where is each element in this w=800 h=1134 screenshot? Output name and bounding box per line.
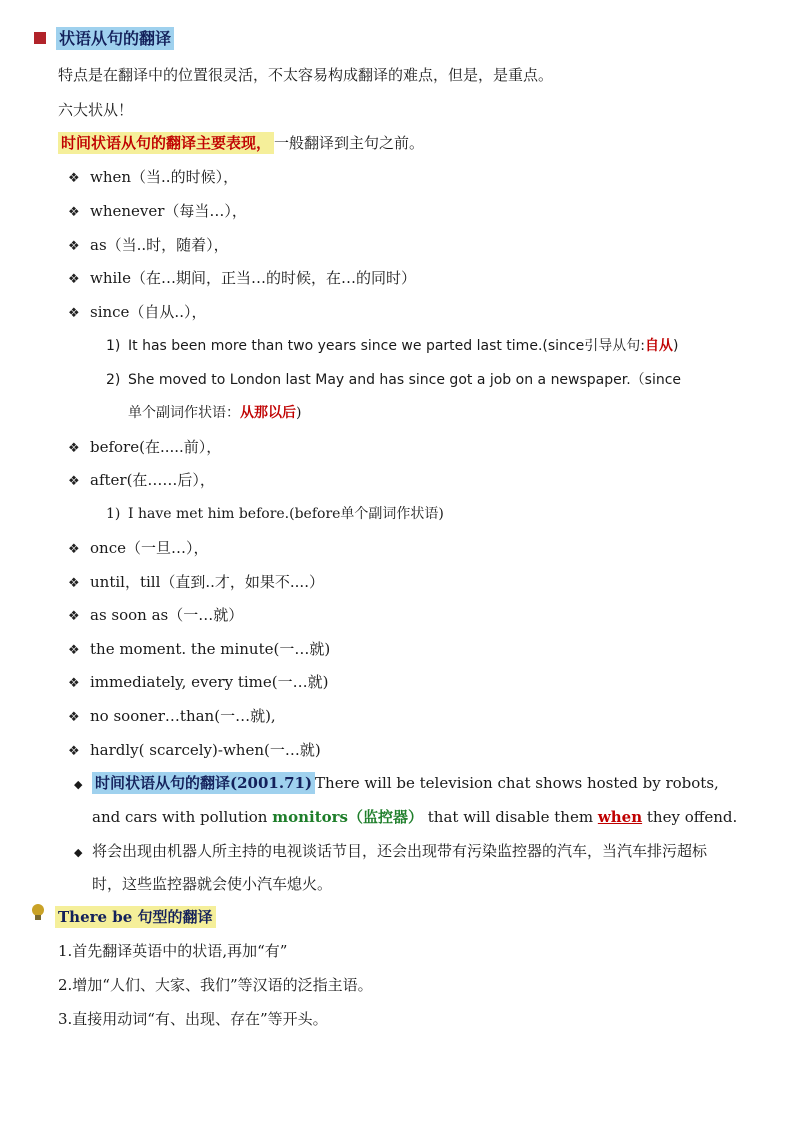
there-be-item: 2.增加“人们、大家、我们”等汉语的泛指主语。 — [58, 976, 373, 994]
there-be-item: 1.首先翻译英语中的状语,再加“有” — [58, 942, 288, 960]
diamond-bullet-icon: ❖ — [68, 441, 80, 456]
list-item: ❖ until，till（直到..才，如果不....） — [68, 570, 324, 596]
diamond-bullet-icon: ❖ — [68, 744, 80, 759]
translation-line-1: ◆ 将会出现由机器人所主持的电视谈话节目，还会出现带有污染监控器的汽车，当汽车排污超标 — [74, 839, 707, 865]
list-item: ❖ no sooner…than(一…就), — [68, 704, 276, 730]
heading-there-be: There be 句型的翻译 — [55, 905, 216, 929]
diamond-bullet-icon: ❖ — [68, 576, 80, 591]
list-item: ❖ as（当..时，随着）， — [68, 233, 229, 259]
dot-bullet-icon: ◆ — [74, 846, 83, 859]
list-item: ❖ immediately, every time(一…就) — [68, 670, 328, 696]
diamond-bullet-icon: ❖ — [68, 272, 80, 287]
time-clause-line — [58, 131, 424, 155]
dot-bullet-icon: ◆ — [74, 778, 83, 791]
list-item: ❖ before(在.....前）， — [68, 435, 221, 461]
diamond-bullet-icon: ❖ — [68, 710, 80, 725]
list-item: ❖ while（在…期间，正当…的时候，在…的同时） — [68, 266, 416, 292]
six-types-text: 六大状从！ — [58, 101, 134, 119]
diamond-bullet-icon: ❖ — [68, 643, 80, 658]
diamond-bullet-icon: ❖ — [68, 542, 80, 557]
example-highlight: 时间状语从句的翻译(2001.71) — [92, 772, 315, 794]
since-example-2: 2) She moved to London last May and has since got a job on a newspaper.（since — [106, 372, 682, 388]
diamond-bullet-icon: ❖ — [68, 609, 80, 624]
diamond-bullet-icon: ❖ — [68, 474, 80, 489]
section-square-icon — [34, 32, 46, 44]
list-item: ❖ once（一旦…）， — [68, 536, 208, 562]
intro-text: 特点是在翻译中的位置很灵活，不太容易构成翻译的难点，但是，是重点。 — [58, 66, 554, 84]
diamond-bullet-icon: ❖ — [68, 306, 80, 321]
there-be-item: 3.直接用动词“有、出现、存在”等开头。 — [58, 1010, 328, 1028]
diamond-bullet-icon: ❖ — [68, 239, 80, 254]
after-example-1: 1) I have met him before.(before单个副词作状语) — [106, 506, 444, 522]
list-item: ❖ when（当..的时候）， — [68, 165, 238, 191]
since-example-2-continued: 单个副词作状语：从那以后) — [128, 405, 302, 421]
lightbulb-icon — [30, 903, 46, 923]
example-line-2: and cars with pollution monitors（监控器） that will disable them when they offend. — [92, 808, 738, 826]
heading-adverbial-clause: 状语从句的翻译 — [56, 27, 174, 51]
diamond-bullet-icon: ❖ — [68, 676, 80, 691]
translation-line-2: 时，这些监控器就会使小汽车熄火。 — [92, 875, 333, 893]
diamond-bullet-icon: ❖ — [68, 205, 80, 220]
list-item: ❖ the moment. the minute(一…就) — [68, 637, 330, 663]
time-clause-highlight: 时间状语从句的翻译主要表现， — [58, 132, 274, 154]
list-item: ❖ whenever（每当…）， — [68, 199, 247, 225]
list-item: ❖ as soon as（一…就） — [68, 603, 243, 629]
since-example-1: 1) It has been more than two years since we parted last time.(since引导从句:自从) — [106, 338, 679, 354]
diamond-bullet-icon: ❖ — [68, 171, 80, 186]
list-item: ❖ hardly( scarcely)-when(一…就) — [68, 738, 321, 764]
example-line-1: ◆ 时间状语从句的翻译(2001.71) There will be television chat shows hosted by robots, — [74, 771, 719, 797]
list-item: ❖ since（自从..）， — [68, 300, 206, 326]
list-item: ❖ after(在……后）， — [68, 468, 215, 494]
time-clause-rest: 一般翻译到主句之前。 — [274, 134, 425, 152]
